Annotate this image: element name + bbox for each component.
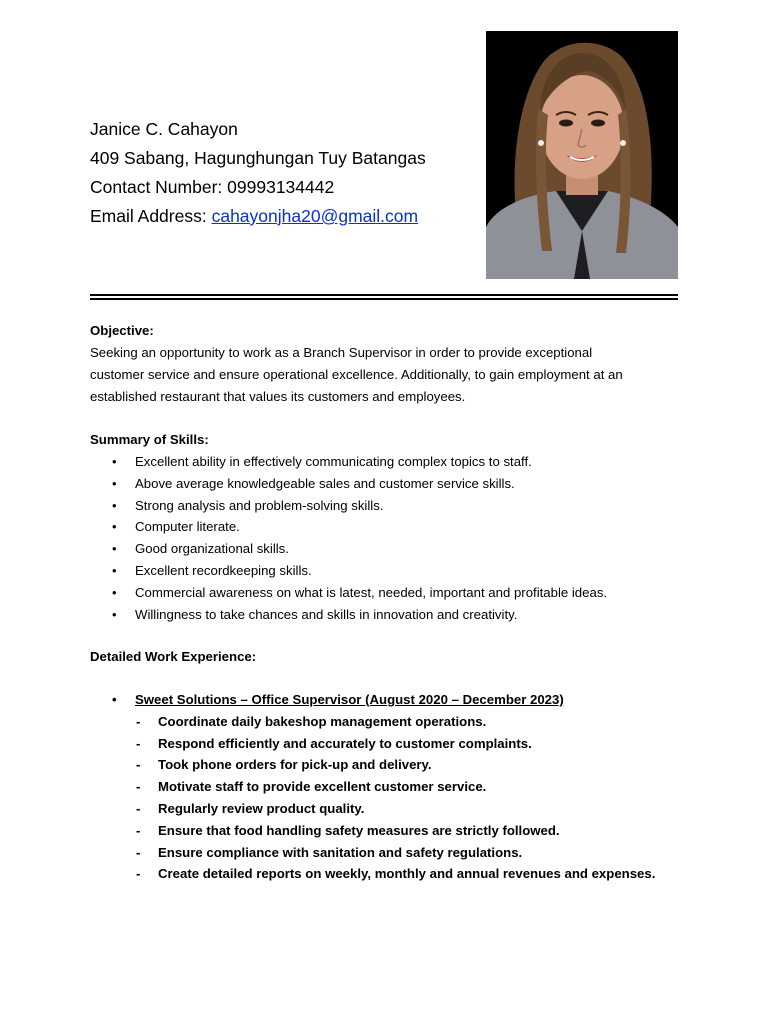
bullet-icon: • <box>112 692 117 707</box>
bullet-icon: • <box>112 475 117 491</box>
dash-marker: - <box>136 800 141 816</box>
contact-number-line <box>90 173 470 202</box>
bullet-icon: • <box>112 584 117 600</box>
contact-number-value: 09993134442 <box>227 177 335 197</box>
skill-text: Commercial awareness on what is latest, needed, important and profitable ideas. <box>135 584 608 600</box>
email-label: Email Address: <box>90 206 207 226</box>
bullet-icon: • <box>112 562 117 578</box>
skill-item <box>90 473 680 495</box>
bullet-icon: • <box>112 454 117 469</box>
skill-item <box>90 582 680 604</box>
bullet-icon: • <box>112 519 117 535</box>
duty-item <box>90 776 680 798</box>
duty-text: Coordinate daily bakeshop management operations. <box>158 713 487 729</box>
skill-item <box>90 495 680 517</box>
email-link[interactable]: cahayonjha20@gmail.com <box>211 206 419 226</box>
duties-list <box>90 711 680 885</box>
skill-text: Good organizational skills. <box>135 541 289 557</box>
bullet-icon: • <box>112 606 117 622</box>
duty-text: Respond efficiently and accurately to customer complaints. <box>158 735 532 751</box>
duty-item <box>90 863 680 885</box>
skill-item <box>90 560 680 582</box>
dash-marker: - <box>136 779 141 795</box>
duty-text: Regularly review product quality. <box>158 800 365 816</box>
duty-item <box>90 733 680 755</box>
duty-item <box>90 798 680 820</box>
duty-text: Ensure compliance with sanitation and safety regulations. <box>158 844 523 860</box>
header-divider-top <box>90 294 678 296</box>
objective-section <box>90 320 680 407</box>
applicant-photo <box>486 31 678 279</box>
header-divider-bottom <box>90 298 678 300</box>
bullet-icon: • <box>112 541 117 557</box>
duty-text: Motivate staff to provide excellent customer service. <box>158 779 487 795</box>
applicant-address: 409 Sabang, Hagunghungan Tuy Batangas <box>90 148 426 168</box>
duty-text: Create detailed reports on weekly, monthly and annual revenues and expenses. <box>158 866 656 882</box>
skill-text: Willingness to take chances and skills in innovation and creativity. <box>135 606 518 622</box>
skill-item <box>90 604 680 626</box>
dash-marker: - <box>136 713 141 729</box>
skill-item <box>90 538 680 560</box>
applicant-name: Janice C. Cahayon <box>90 119 238 139</box>
experience-section <box>90 646 680 668</box>
duty-item <box>90 754 680 776</box>
duty-item <box>90 711 680 733</box>
experience-title: Detailed Work Experience: <box>90 649 257 664</box>
duty-text: Ensure that food handling safety measures are strictly followed. <box>158 822 560 838</box>
job-heading <box>90 689 680 711</box>
skill-text: Excellent ability in effectively communicating complex topics to staff. <box>135 454 532 469</box>
dash-marker: - <box>136 735 141 751</box>
objective-title: Objective: <box>90 323 154 338</box>
contact-number-label: Contact Number: <box>90 177 223 197</box>
job-entry <box>90 689 680 885</box>
objective-line: customer service and ensure operational excellence. Additionally, to gain employment at an <box>90 366 623 382</box>
portrait-illustration <box>486 31 678 279</box>
skill-text: Excellent recordkeeping skills. <box>135 562 312 578</box>
skill-text: Computer literate. <box>135 519 240 535</box>
dash-marker: - <box>136 844 141 860</box>
duty-item <box>90 820 680 842</box>
contact-header <box>90 115 470 231</box>
skills-title: Summary of Skills: <box>90 432 209 447</box>
bullet-icon: • <box>112 497 117 513</box>
skill-text: Strong analysis and problem-solving skills. <box>135 497 384 513</box>
skills-section <box>90 429 680 625</box>
objective-line: Seeking an opportunity to work as a Branch Supervisor in order to provide exceptional <box>90 345 593 360</box>
objective-line: established restaurant that values its customers and employees. <box>90 388 466 404</box>
dash-marker: - <box>136 866 141 882</box>
skill-item <box>90 516 680 538</box>
skills-list <box>90 451 680 625</box>
skill-text: Above average knowledgeable sales and customer service skills. <box>135 475 515 491</box>
duty-text: Took phone orders for pick-up and delivery. <box>158 757 432 773</box>
job-title: Sweet Solutions – Office Supervisor (August 2020 – December 2023) <box>135 692 564 707</box>
dash-marker: - <box>136 757 141 773</box>
duty-item <box>90 842 680 864</box>
skill-item <box>90 451 680 473</box>
dash-marker: - <box>136 822 141 838</box>
email-line <box>90 202 470 231</box>
